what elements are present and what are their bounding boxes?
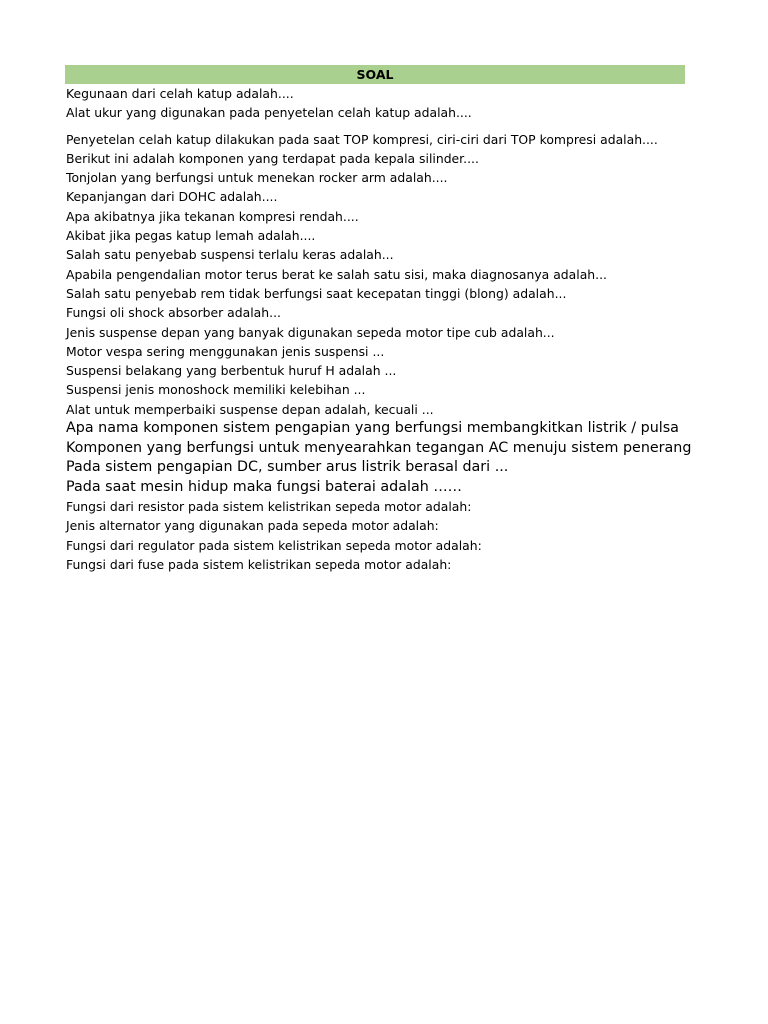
question-cell[interactable]: Fungsi dari regulator pada sistem kelistrikan sepeda motor adalah: [66,537,482,553]
question-cell[interactable]: Apabila pengendalian motor terus berat ke salah satu sisi, maka diagnosanya adalah... [66,266,607,282]
question-cell[interactable]: Pada sistem pengapian DC, sumber arus listrik berasal dari ... [66,459,509,476]
question-cell[interactable]: Kepanjangan dari DOHC adalah.... [66,189,278,205]
spreadsheet-sheet [65,65,692,574]
question-cell[interactable]: Apa nama komponen sistem pengapian yang berfungsi membangkitkan listrik / pulsa [66,420,679,437]
question-cell[interactable]: Jenis suspense depan yang banyak digunakan sepeda motor tipe cub adalah... [66,324,555,340]
row-gap [65,123,685,130]
question-cell[interactable]: Motor vespa sering menggunakan jenis suspensi ... [66,343,385,359]
question-cell[interactable]: Salah satu penyebab suspensi terlalu keras adalah... [66,247,394,263]
question-cell[interactable]: Suspensi belakang yang berbentuk huruf H adalah ... [66,363,397,379]
question-cell[interactable]: Fungsi dari fuse pada sistem kelistrikan sepeda motor adalah: [66,556,452,572]
question-cell[interactable]: Suspensi jenis monoshock memiliki kelebihan ... [66,382,366,398]
question-cell[interactable]: Tonjolan yang berfungsi untuk menekan rocker arm adalah.... [66,170,448,186]
question-cell[interactable]: Berikut ini adalah komponen yang terdapat pada kepala silinder.... [66,150,479,166]
question-cell[interactable]: Fungsi oli shock absorber adalah... [66,305,281,321]
question-cell[interactable]: Kegunaan dari celah katup adalah.... [66,86,294,101]
question-cell[interactable]: Jenis alternator yang digunakan pada sepeda motor adalah: [66,518,439,534]
question-cell[interactable]: Penyetelan celah katup dilakukan pada saat TOP kompresi, ciri-ciri dari TOP kompresi adalah.... [66,131,658,147]
question-cell[interactable]: Alat untuk memperbaiki suspense depan adalah, kecuali ... [66,401,434,417]
header-cell[interactable]: SOAL [65,65,685,84]
question-cell[interactable]: Komponen yang berfungsi untuk menyearahkan tegangan AC menuju sistem penerang [66,439,692,456]
question-cell[interactable]: Akibat jika pegas katup lemah adalah.... [66,228,316,244]
question-cell[interactable]: Salah satu penyebab rem tidak berfungsi saat kecepatan tinggi (blong) adalah... [66,285,567,301]
question-cell[interactable]: Pada saat mesin hidup maka fungsi baterai adalah …… [66,478,462,495]
question-cell[interactable]: Alat ukur yang digunakan pada penyetelan celah katup adalah.... [66,105,472,121]
question-cell[interactable]: Fungsi dari resistor pada sistem kelistrikan sepeda motor adalah: [66,499,472,515]
question-cell[interactable]: Apa akibatnya jika tekanan kompresi rendah.... [66,208,359,224]
